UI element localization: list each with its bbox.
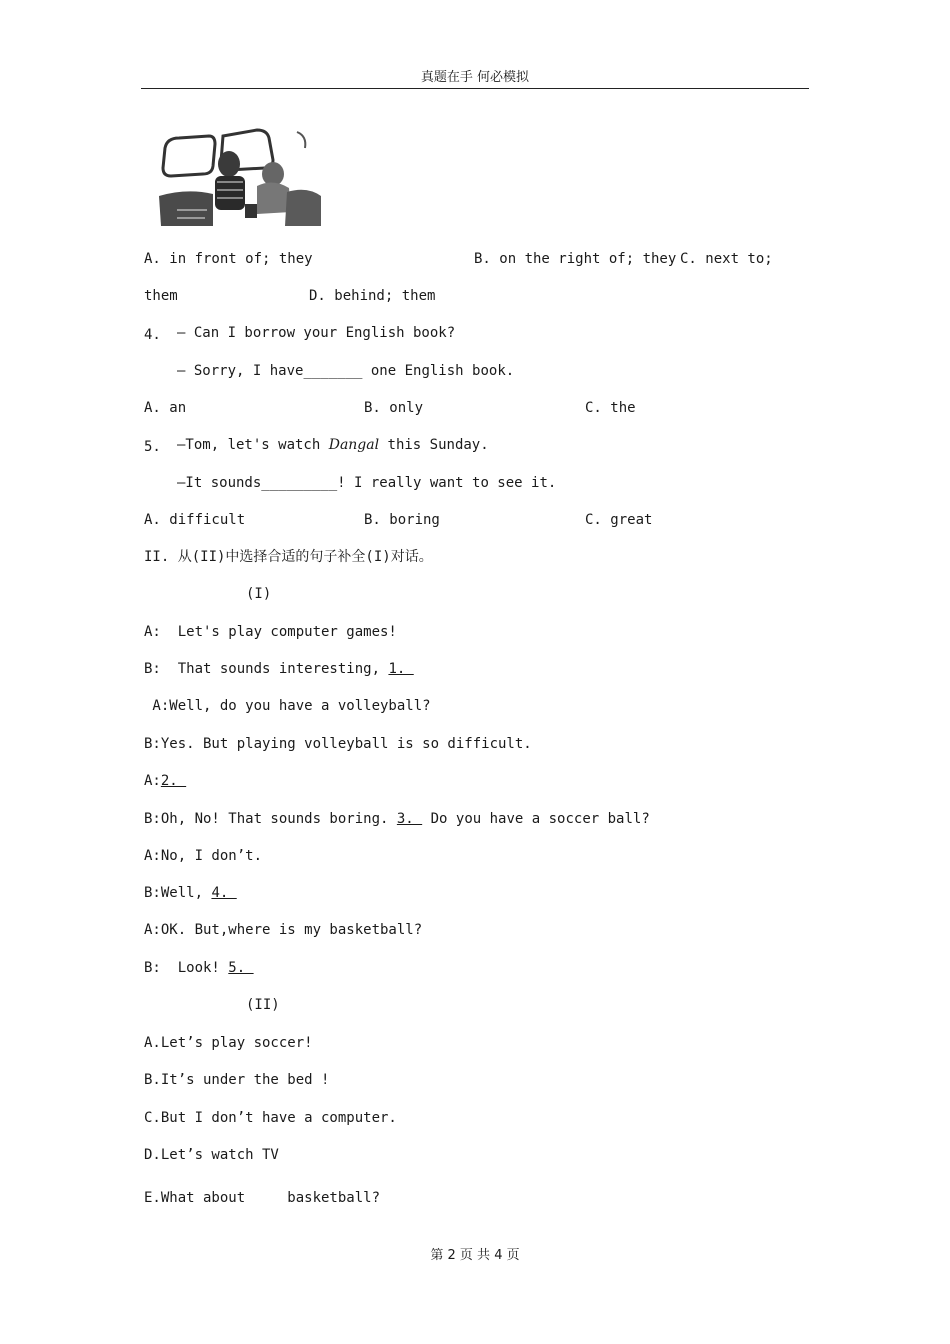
q4-option-a: A. an	[144, 400, 187, 416]
answer-blank-1: 1.	[388, 661, 414, 677]
q3-option-b: B. on the right of; they	[474, 251, 677, 267]
choice-item: B.It’s under the bed !	[144, 1072, 330, 1088]
choice-item: D.Let’s watch TV	[144, 1147, 279, 1163]
dialog-line: B: That sounds interesting, 1.	[144, 661, 414, 677]
dialog-line: B:Yes. But playing volleyball is so difficult.	[144, 736, 532, 752]
answer-blank-4: 4.	[211, 885, 237, 901]
choice-item: C.But I don’t have a computer.	[144, 1110, 397, 1126]
answer-blank-5: 5.	[228, 960, 254, 976]
dialog-line: A: Let's play computer games!	[144, 624, 397, 640]
dialog-line: A:No, I don’t.	[144, 848, 263, 864]
q5-line2: —It sounds_________! I really want to see it.	[177, 475, 557, 491]
choice-item: A.Let’s play soccer!	[144, 1035, 313, 1051]
q3-option-c: C. next to;	[680, 251, 773, 267]
q5-number: 5.	[144, 439, 161, 455]
q3-option-d: D. behind; them	[309, 288, 436, 304]
q4-line1: — Can I borrow your English book?	[177, 325, 456, 341]
dialog-line: B:Well, 4.	[144, 885, 237, 901]
q4-line2: — Sorry, I have_______ one English book.	[177, 363, 515, 379]
header-rule	[141, 88, 809, 89]
dialog-line: A:2.	[144, 773, 187, 789]
answer-blank-3: 3.	[396, 811, 423, 827]
q4-blank: _______	[303, 363, 363, 379]
dialog-line: A:Well, do you have a volleyball?	[144, 698, 431, 714]
page-footer: 第 2 页 共 4 页	[430, 1248, 520, 1263]
q4-option-b: B. only	[364, 400, 424, 416]
answer-blank-2: 2.	[160, 773, 187, 789]
car-passengers-picture	[157, 126, 323, 230]
q3-option-c-continued: them	[144, 288, 178, 304]
part2-label: (II)	[246, 997, 280, 1013]
dialog-line: B:Oh, No! That sounds boring. 3. Do you have a soccer ball?	[144, 811, 650, 827]
part1-label: (I)	[246, 586, 272, 602]
q5-option-a: A. difficult	[144, 512, 246, 528]
dialog-line: B: Look! 5.	[144, 960, 254, 976]
dialog-line: A:OK. But,where is my basketball?	[144, 922, 423, 938]
page-header: 真题在手 何必模拟	[420, 70, 530, 85]
q5-blank: _________	[261, 475, 338, 491]
q3-option-a: A. in front of; they	[144, 251, 313, 267]
q4-number: 4.	[144, 327, 161, 343]
q5-option-c: C. great	[585, 512, 653, 528]
section2-heading: II. 从(II)中选择合适的句子补全(I)对话。	[144, 549, 433, 565]
movie-title: Dangal	[328, 437, 380, 453]
q5-line1: —Tom, let's watch Dangal this Sunday.	[177, 437, 489, 453]
choice-item: E.What about basketball?	[144, 1190, 381, 1206]
q4-option-c: C. the	[585, 400, 636, 416]
q5-option-b: B. boring	[364, 512, 440, 528]
